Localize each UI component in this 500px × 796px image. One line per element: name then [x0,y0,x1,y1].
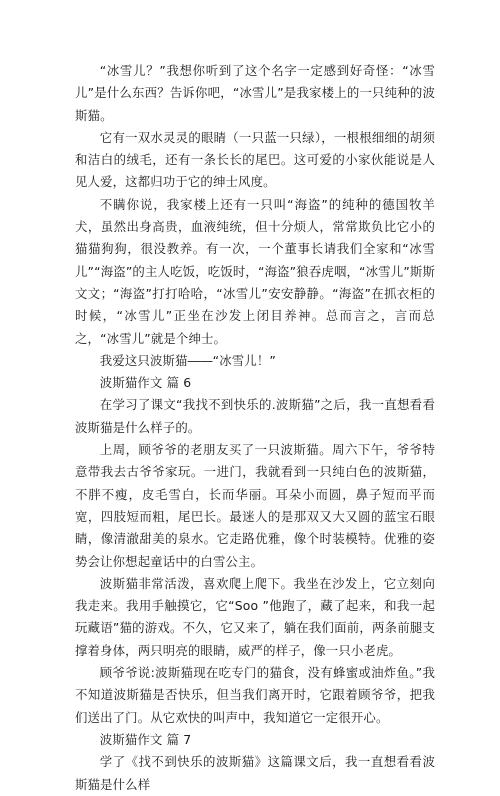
paragraph-s6-play: 波斯猫非常活泼，喜欢爬上爬下。我坐在沙发上，它立刻向我走来。我用手触摸它，它“Soo ”他跑了，藏了起来，和我一起玩藏语”猫的游戏。不久，它又来了，躺在我们面前，两条前腿支撑着身体，两只明亮的眼睛，威严的样子，像一只小老虎。 [75,575,435,658]
paragraph-s6-intro: 在学习了课文“我找不到快乐的.波斯猫”之后，我一直想看看波斯猫是什么样子的。 [75,397,435,435]
paragraph-pirate-dog: 不瞒你说，我家楼上还有一只叫“海盗”的纯种的德国牧羊犬，虽然出身高贵，血液纯统，但十分烦人，常常欺负比它小的猫猫狗狗，很没教养。有一次，一个董事长请我们全家和“冰雪儿”“海盗”的主人吃饭，吃饭时，“海盗”狼吞虎咽，“冰雪儿”斯斯文文；“海盗”打打哈哈，“冰雪儿”安安静静。“海盗”在抓衣柜的时候，“冰雪儿”正坐在沙发上闭目养神。总而言之，言而总之，“冰雪儿”就是个绅士。 [75,196,435,346]
paragraph-s6-visit: 上周，顾爷爷的老朋友买了一只波斯猫。周六下午，爷爷特意带我去古爷爷家玩。一进门，我就看到一只纯白色的波斯猫，不胖不瘦，皮毛雪白，长而华丽。耳朵小而圆，鼻子短而平而宽，四肢短而粗，尾巴长。最迷人的是那双又大又圆的蓝宝石眼睛，像清澈甜美的泉水。它走路优雅，像个时装模特。优雅的姿势会让你想起童话中的白雪公主。 [75,442,435,569]
paragraph-s7-intro: 学了《找不到快乐的波斯猫》这篇课文后，我一直想看看波斯猫是什么样 [75,754,435,792]
section-heading-7: 波斯猫作文 篇 7 [99,731,192,747]
paragraph-s6-ending: 顾爷爷说:波斯猫现在吃专门的猫食，没有蜂蜜或油炸鱼。”我不知道波斯猫是否快乐，但当我们离开时，它跟着顾爷爷，把我们送出了门。从它欢快的叫声中，我知道它一定很开心。 [75,665,435,725]
paragraph-closing: 我爱这只波斯猫――“冰雪儿！” [99,352,276,368]
paragraph-intro: “冰雪儿？”我想你听到了这个名字一定感到好奇怪：“冰雪儿”是什么东西？告诉你吧，“冰雪儿”是我家楼上的一只纯种的波斯猫。 [75,63,435,123]
paragraph-appearance: 它有一双水灵灵的眼睛（一只蓝一只绿），一根根细细的胡须和洁白的绒毛，还有一条长长的尾巴。这可爱的小家伙能说是人见人爱，这都归功于它的绅士风度。 [75,129,435,190]
section-heading-6: 波斯猫作文 篇 6 [99,375,192,391]
article-body [75,60,435,796]
